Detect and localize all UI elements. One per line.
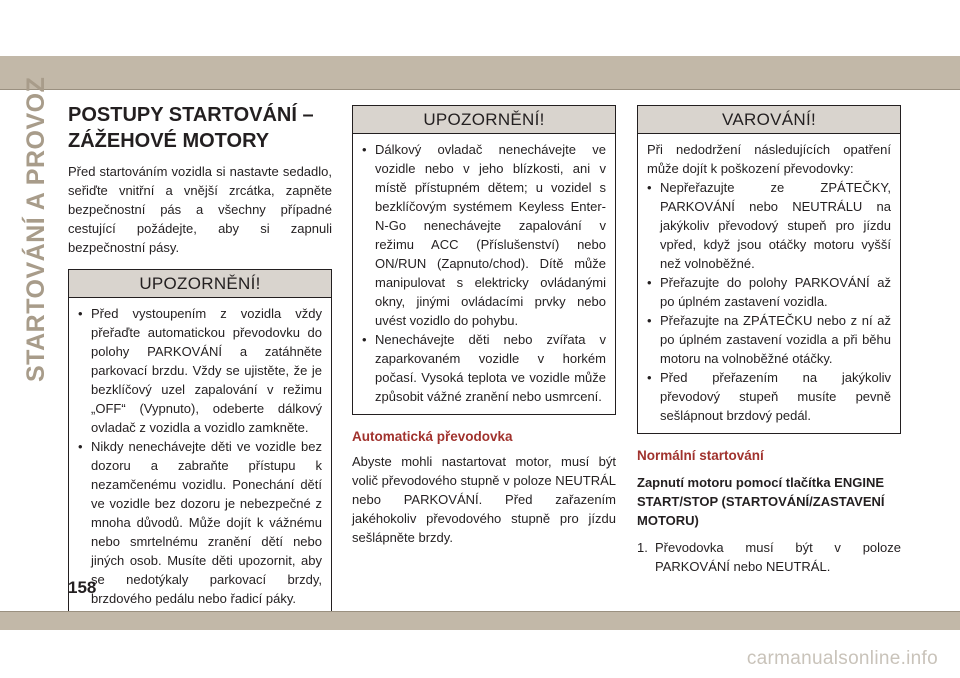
page-number: 158	[68, 578, 97, 597]
caution-box-1-body	[69, 298, 331, 616]
step-text: Převodovka musí být v poloze PARKOVÁNÍ nebo NEUTRÁL.	[655, 540, 901, 574]
footer-band	[0, 612, 960, 630]
column-2	[352, 102, 616, 547]
caution-item: • Nikdy nenechávejte děti ve vozidle bez dozoru a zabraňte přístupu k nezamčenému vozidlu. Ponechání dětí ve vozidle bez dozoru je nebezpečné z mnoha důvodů. Může dojít k vážnému nebo smrtelnému zranění dětí nebo jiných osob. Musíte děti upozornit, aby se nedotýkaly parkovací brzdy, brzdového pedálu nebo řadicí páky.	[78, 437, 322, 608]
automatic-transmission-paragraph: Abyste mohli nastartovat motor, musí být volič převodového stupně v poloze NEUTRÁL nebo PARKOVÁNÍ. Před zařazením jakéhokoliv převodového stupně pro jízdu sešlápněte brzdy.	[352, 454, 616, 545]
step-number: 1.	[637, 540, 648, 555]
caution-box-1	[68, 269, 332, 617]
subsection-title-normal-starting: Normální startování	[637, 448, 764, 463]
subsection-title-automatic-transmission: Automatická převodovka	[352, 429, 513, 444]
warning-box-title: VAROVÁNÍ!	[638, 106, 900, 134]
caution-box-2-title: UPOZORNĚNÍ!	[353, 106, 615, 134]
column-3	[637, 102, 901, 576]
column-1	[68, 102, 332, 617]
step-item	[637, 538, 901, 576]
caution-box-1-title: UPOZORNĚNÍ!	[69, 270, 331, 298]
warning-item: • Před přeřazením na jakýkoliv převodový stupeň musíte pevně sešlápnout brzdový pedál.	[647, 368, 891, 425]
caution-item: • Dálkový ovladač nenechávejte ve vozidle nebo v jeho blízkosti, ani v místě přístupném dětem; u vozidel s bezklíčovým systémem Keyless Enter-N-Go nenechávejte zapalování v režimu ACC (Příslušenství) nebo ON/RUN (Zapnuto/chod). Dítě může manipulovat s elektricky ovládanými okny, jinými ovládacími prvky nebo uvést vozidlo do pohybu.	[362, 140, 606, 330]
warning-box	[637, 105, 901, 434]
caution-box-2-body	[353, 134, 615, 414]
header-rule	[0, 89, 960, 90]
caution-item: • Před vystoupením z vozidla vždy přeřaďte automatickou převodovku do polohy PARKOVÁNÍ a zatáhněte parkovací brzdu. Vždy se ujistěte, že je bezklíčový uzel zapalování v režimu „OFF“ (Vypnuto), odeberte dálkový ovladač z vozidla a vozidlo zamkněte.	[78, 304, 322, 437]
engine-start-heading: Zapnutí motoru pomocí tlačítka ENGINE START/STOP (STARTOVÁNÍ/ZASTAVENÍ MOTORU)	[637, 475, 885, 528]
warning-intro: Při nedodržení následujících opatření může dojít k poškození převodovky:	[647, 142, 891, 176]
warning-item: • Nepřeřazujte ze ZPÁTEČKY, PARKOVÁNÍ nebo NEUTRÁLU na jakýkoliv převodový stupeň pro jízdu vpřed, když jsou otáčky motoru vyšší než volnoběžné.	[647, 178, 891, 273]
page-title-line-1: POSTUPY STARTOVÁNÍ –	[68, 104, 314, 126]
warning-box-body	[638, 134, 900, 433]
page-title-line-2: ZÁŽEHOVÉ MOTORY	[68, 130, 270, 152]
page-title	[68, 102, 332, 154]
warning-item: • Přeřazujte do polohy PARKOVÁNÍ až po úplném zastavení vozidla.	[647, 273, 891, 311]
header-band	[0, 56, 960, 89]
warning-item: • Přeřazujte na ZPÁTEČKU nebo z ní až po úplném zastavení vozidla a při běhu motoru na volnoběžné otáčky.	[647, 311, 891, 368]
section-label: STARTOVÁNÍ A PROVOZ	[22, 76, 50, 382]
watermark: carmanualsonline.info	[746, 648, 938, 669]
caution-box-2	[352, 105, 616, 415]
intro-paragraph: Před startováním vozidla si nastavte sedadlo, seřiďte vnitřní a vnější zrcátka, zapněte bezpečnostní pás a všechny případné cestující požádejte, aby si zapnuli bezpečnostní pásy.	[68, 164, 332, 255]
caution-item: • Nenechávejte děti nebo zvířata v zaparkovaném vozidle v horkém počasí. Vysoká teplota ve vozidle může způsobit vážné zranění nebo usmrcení.	[362, 330, 606, 406]
